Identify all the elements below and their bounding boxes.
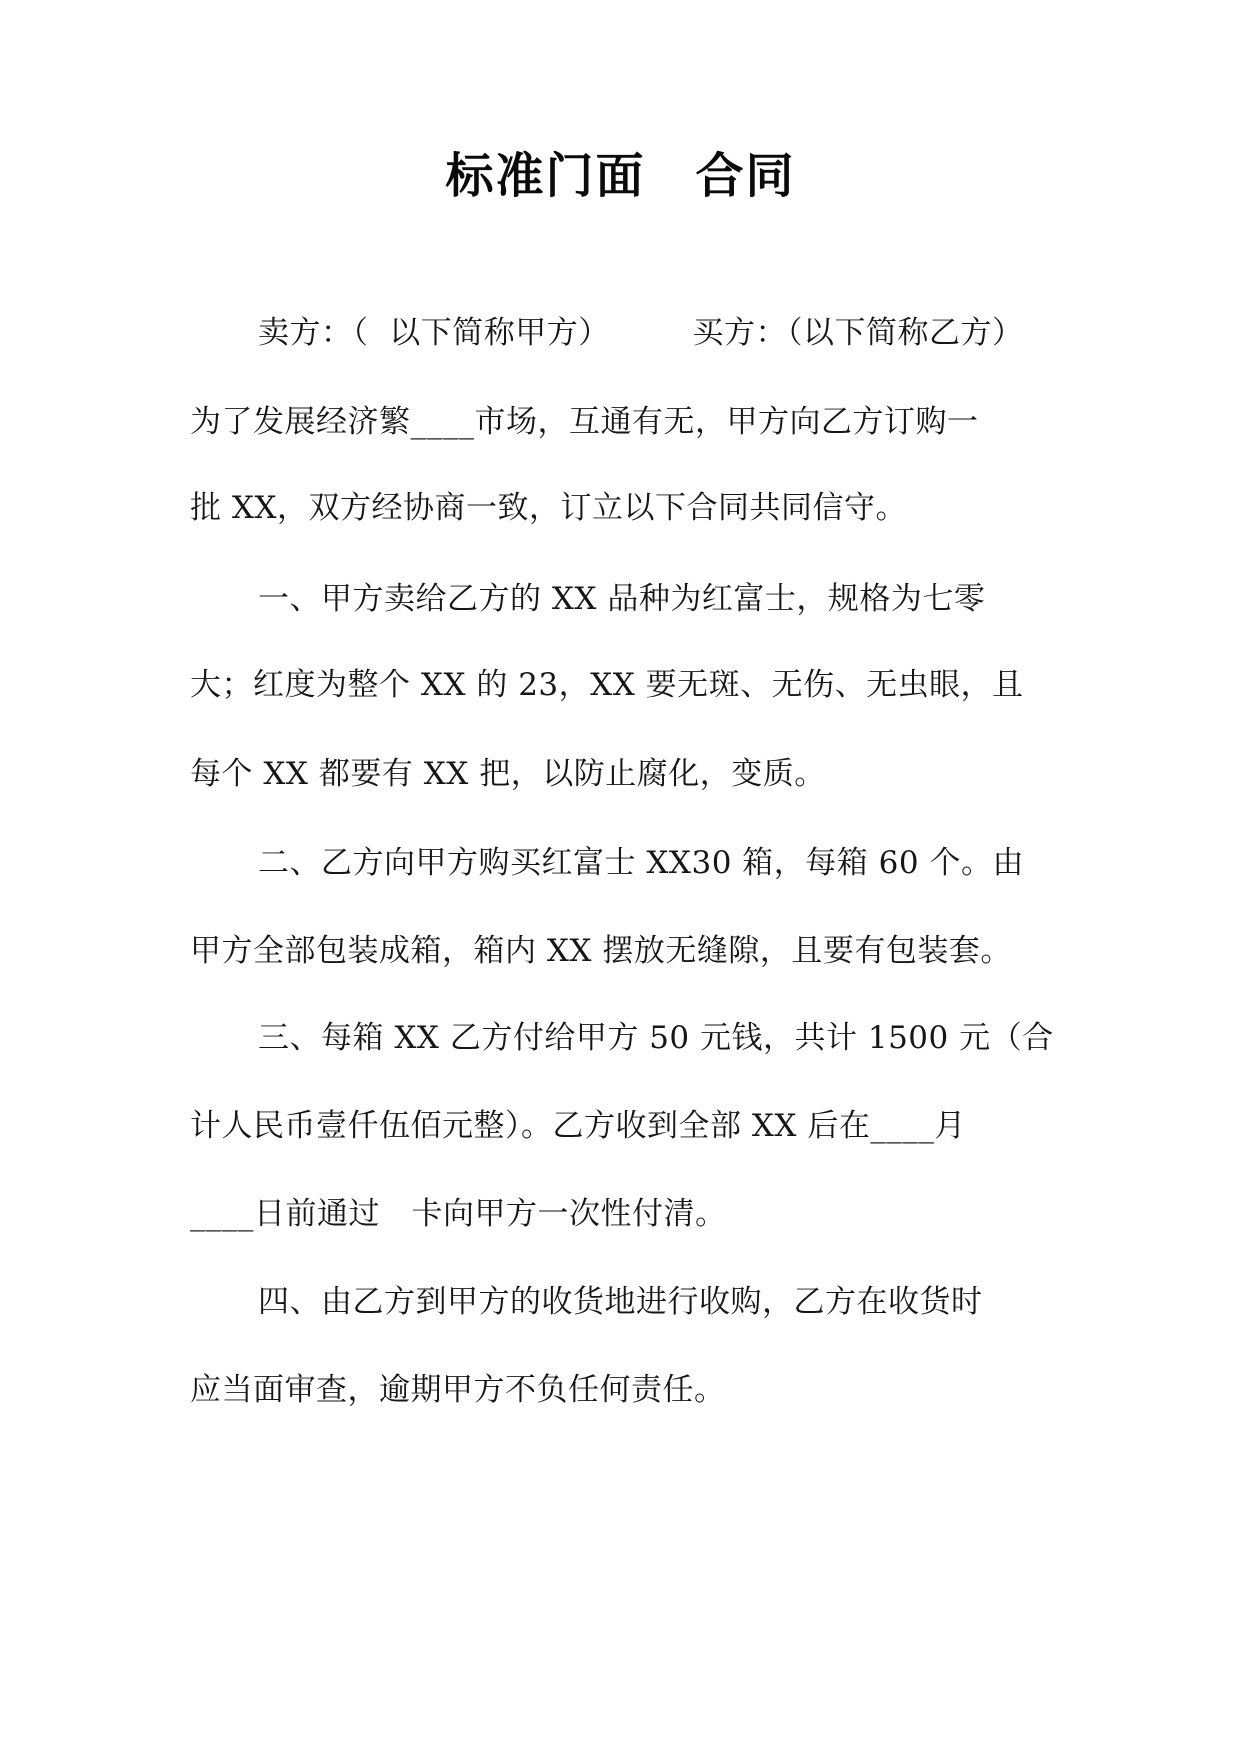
preamble-line-1: 为了发展经济繁____市场，互通有无，甲方向乙方订购一 — [190, 404, 979, 440]
parties-line: 卖方：（ 以下简称甲方） 买方：（以下简称乙方） — [258, 315, 1024, 351]
preamble-line-2: 批 XX，双方经协商一致，订立以下合同共同信守。 — [190, 490, 907, 526]
clause-3-line-2: 计人民币壹仟伍佰元整）。乙方收到全部 XX 后在____月 — [190, 1108, 966, 1144]
clause-1-line-1: 一、甲方卖给乙方的 XX 品种为红富士，规格为七零 — [258, 581, 986, 617]
clause-3-line-3: ____日前通过 卡向甲方一次性付清。 — [190, 1196, 727, 1232]
document-title: 标准门面 合同 — [445, 148, 796, 204]
clause-1-line-3: 每个 XX 都要有 XX 把，以防止腐化，变质。 — [190, 756, 826, 792]
clause-4-line-1: 四、由乙方到甲方的收货地进行收购，乙方在收货时 — [258, 1284, 983, 1320]
clause-1-line-2: 大；红度为整个 XX 的 23，XX 要无斑、无伤、无虫眼，且 — [190, 667, 1024, 703]
clause-3-line-1: 三、每箱 XX 乙方付给甲方 50 元钱，共计 1500 元（合 — [258, 1020, 1054, 1056]
clause-2-line-1: 二、乙方向甲方购买红富士 XX30 箱，每箱 60 个。由 — [258, 845, 1024, 881]
clause-2-line-2: 甲方全部包装成箱，箱内 XX 摆放无缝隙，且要有包装套。 — [190, 933, 1012, 969]
clause-4-line-2: 应当面审查，逾期甲方不负任何责任。 — [190, 1372, 726, 1408]
